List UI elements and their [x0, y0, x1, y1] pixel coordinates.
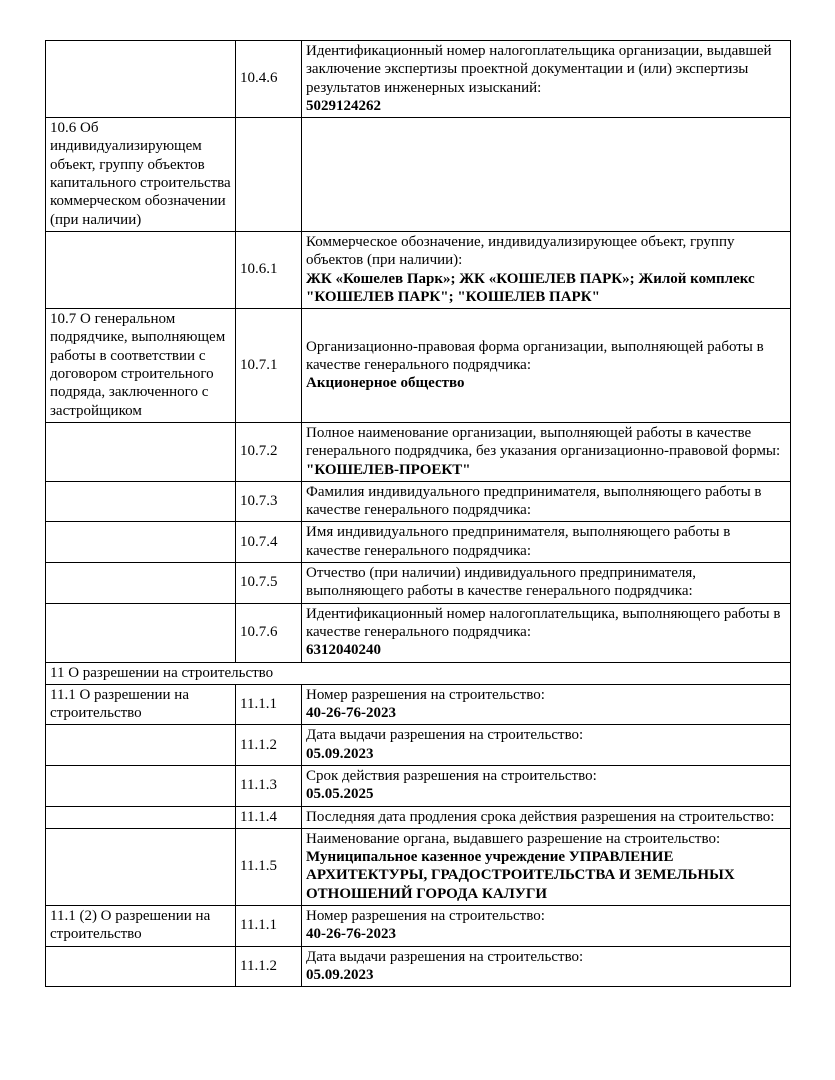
section-cell	[46, 828, 236, 905]
section-cell	[46, 563, 236, 604]
item-number-cell: 11.1.1	[236, 906, 302, 947]
content-cell	[302, 563, 791, 604]
content-label: Имя индивидуального предпринимателя, выполняющего работы в качестве генерального подрядчика:	[306, 524, 731, 559]
item-number-cell: 11.1.2	[236, 946, 302, 987]
content-cell	[302, 522, 791, 563]
content-label: Срок действия разрешения на строительство:	[306, 767, 597, 784]
item-number-cell: 11.1.5	[236, 828, 302, 905]
content-label: Дата выдачи разрешения на строительство:	[306, 948, 584, 965]
content-label: Отчество (при наличии) индивидуального предпринимателя, выполняющего работы в качестве генерального подрядчика:	[306, 565, 697, 600]
item-number-cell: 10.7.6	[236, 603, 302, 662]
content-label: Номер разрешения на строительство:	[306, 686, 545, 703]
content-cell	[302, 603, 791, 662]
table-row	[46, 906, 791, 947]
item-number-cell: 10.6.1	[236, 231, 302, 308]
content-label: Наименование органа, выдавшего разрешение на строительство:	[306, 830, 721, 847]
section-cell: 10.7 О генеральном подрядчике, выполняющем работы в соответствии с договором строительного подряда, заключенного с застройщиком	[46, 309, 236, 423]
content-value: "КОШЕЛЕВ-ПРОЕКТ"	[306, 461, 471, 478]
item-number-cell: 10.7.3	[236, 481, 302, 522]
content-value: 05.05.2025	[306, 786, 374, 803]
table-row	[46, 522, 791, 563]
content-value: 40-26-76-2023	[306, 705, 396, 722]
table-row	[46, 765, 791, 806]
item-number-cell: 11.1.4	[236, 806, 302, 828]
content-label: Последняя дата продления срока действия разрешения на строительство:	[306, 808, 775, 825]
section-cell: 10.6 Об индивидуализирующем объект, группу объектов капитального строительства коммерческом обозначении (при наличии)	[46, 118, 236, 232]
item-number-cell	[236, 118, 302, 232]
content-cell	[302, 828, 791, 905]
table-row	[46, 603, 791, 662]
table-row	[46, 725, 791, 766]
content-cell	[302, 422, 791, 481]
item-number-cell: 11.1.3	[236, 765, 302, 806]
item-number-cell: 10.7.2	[236, 422, 302, 481]
content-cell	[302, 118, 791, 232]
content-label: Идентификационный номер налогоплательщика, выполняющего работы в качестве генерального подрядчика:	[306, 605, 781, 640]
table-row	[46, 309, 791, 423]
content-label: Номер разрешения на строительство:	[306, 908, 545, 925]
content-value: 6312040240	[306, 642, 381, 659]
section-cell	[46, 603, 236, 662]
content-cell	[302, 231, 791, 308]
section-cell	[46, 806, 236, 828]
section-cell	[46, 41, 236, 118]
section-heading-cell: 11 О разрешении на строительство	[46, 662, 791, 684]
content-cell	[302, 946, 791, 987]
content-label: Идентификационный номер налогоплательщика организации, выдавшей заключение экспертизы проектной документации и (или) экспертизы результатов инженерных изысканий:	[306, 43, 772, 96]
content-label: Организационно-правовая форма организации, выполняющей работы в качестве генерального подрядчика:	[306, 338, 764, 373]
content-value: ЖК «Кошелев Парк»; ЖК «КОШЕЛЕВ ПАРК»; Жилой комплекс "КОШЕЛЕВ ПАРК"; "КОШЕЛЕВ ПАРК"	[306, 270, 755, 305]
section-cell	[46, 946, 236, 987]
content-label: Коммерческое обозначение, индивидуализирующее объект, группу объектов (при наличии):	[306, 233, 735, 269]
item-number-cell: 10.4.6	[236, 41, 302, 118]
content-value: Муниципальное казенное учреждение УПРАВЛЕНИЕ АРХИТЕКТУРЫ, ГРАДОСТРОИТЕЛЬСТВА И ЗЕМЕЛЬНЫХ ОТНОШЕНИЙ ГОРОДА КАЛУГИ	[306, 849, 735, 902]
table-row	[46, 422, 791, 481]
content-value: Акционерное общество	[306, 375, 465, 392]
content-value: 40-26-76-2023	[306, 926, 396, 943]
content-value: 05.09.2023	[306, 745, 374, 762]
content-cell	[302, 765, 791, 806]
item-number-cell: 11.1.2	[236, 725, 302, 766]
content-label: Фамилия индивидуального предпринимателя, выполняющего работы в качестве генерального подрядчика:	[306, 483, 762, 519]
section-cell	[46, 765, 236, 806]
content-cell	[302, 806, 791, 828]
item-number-cell: 11.1.1	[236, 684, 302, 725]
table-row	[46, 684, 791, 725]
declaration-table-body	[46, 41, 791, 987]
section-cell: 11.1 (2) О разрешении на строительство	[46, 906, 236, 947]
section-cell: 11.1 О разрешении на строительство	[46, 684, 236, 725]
content-cell	[302, 725, 791, 766]
table-row	[46, 41, 791, 118]
table-row	[46, 563, 791, 604]
content-cell	[302, 481, 791, 522]
section-cell	[46, 481, 236, 522]
table-row	[46, 806, 791, 828]
table-row	[46, 662, 791, 684]
table-row	[46, 946, 791, 987]
section-cell	[46, 522, 236, 563]
content-cell	[302, 684, 791, 725]
item-number-cell: 10.7.4	[236, 522, 302, 563]
section-cell	[46, 725, 236, 766]
section-cell	[46, 422, 236, 481]
content-cell	[302, 906, 791, 947]
content-cell	[302, 309, 791, 423]
content-cell	[302, 41, 791, 118]
table-row	[46, 828, 791, 905]
table-row	[46, 118, 791, 232]
table-row	[46, 231, 791, 308]
declaration-table	[45, 40, 791, 987]
content-label: Дата выдачи разрешения на строительство:	[306, 727, 584, 744]
content-label: Полное наименование организации, выполняющей работы в качестве генерального подрядчика, без указания организационно-правовой формы:	[306, 424, 781, 460]
item-number-cell: 10.7.1	[236, 309, 302, 423]
section-cell	[46, 231, 236, 308]
table-row	[46, 481, 791, 522]
item-number-cell: 10.7.5	[236, 563, 302, 604]
content-value: 5029124262	[306, 97, 381, 114]
content-value: 05.09.2023	[306, 966, 374, 983]
